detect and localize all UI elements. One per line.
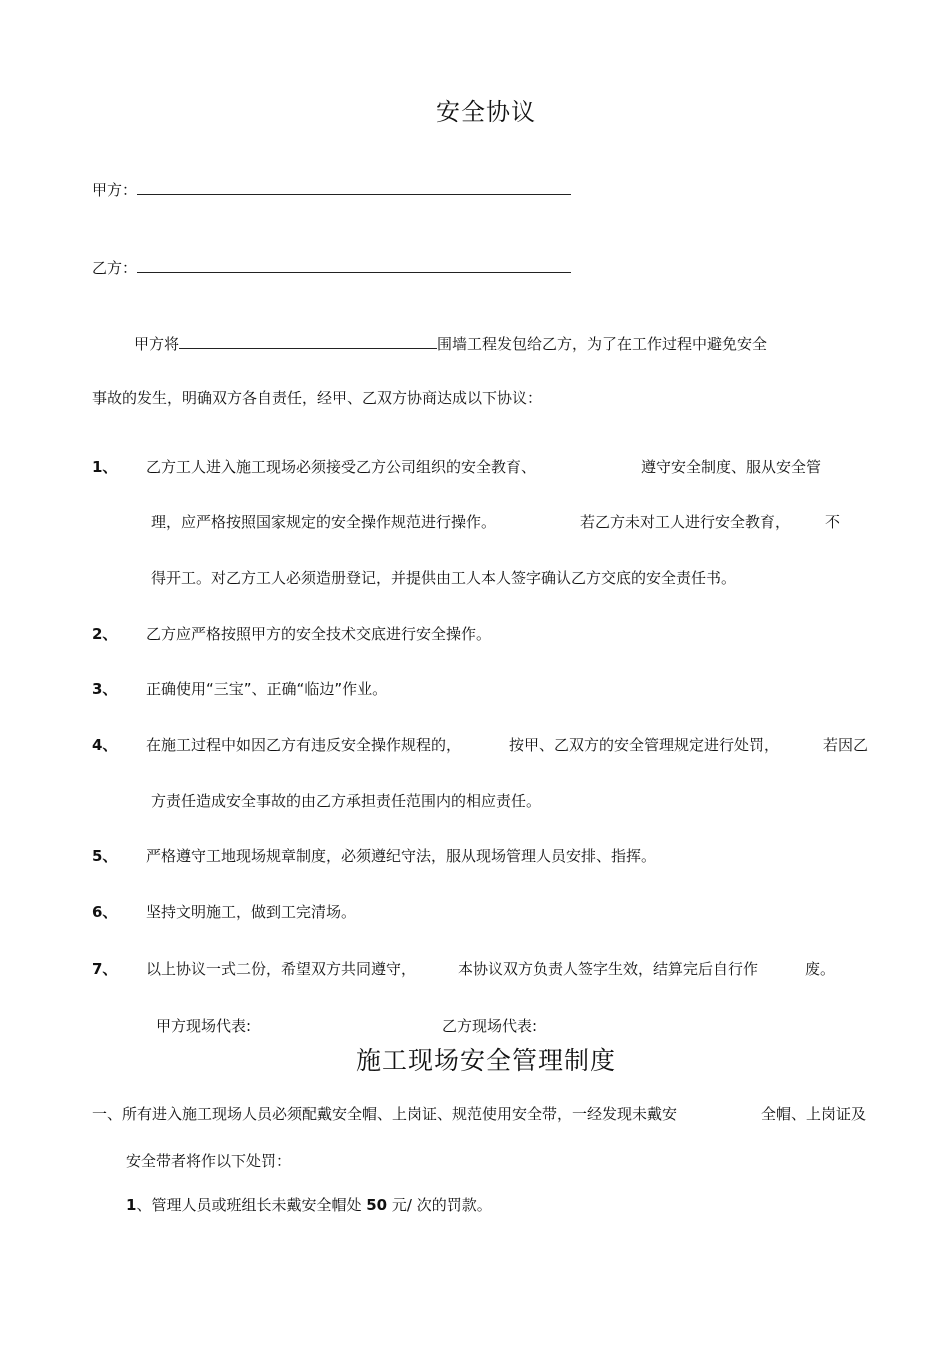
intro-line-1: [134, 332, 767, 354]
item-4-line-1c: 若因乙: [823, 736, 869, 754]
rules-title: 施工现场安全管理制度: [355, 1046, 616, 1075]
item-1-line-2b: 若乙方未对工人进行安全教育，: [580, 513, 791, 531]
item-6-text: 坚持文明施工，做到工完清场。: [146, 903, 357, 921]
item-5-text: 严格遵守工地现场规章制度，必须遵纪守法，服从现场管理人员安排、指挥。: [146, 847, 657, 865]
rules-section-1-line-1a: 一、所有进入施工现场人员必须配戴安全帽、上岗证、规范使用安全带，一经发现未戴安: [92, 1105, 678, 1123]
item-4-line-1b: 按甲、乙双方的安全管理规定进行处罚，: [509, 736, 780, 754]
item-1-line-2a: 理，应严格按照国家规定的安全操作规范进行操作。: [151, 513, 497, 531]
item-1-line-2c: 不: [825, 513, 841, 531]
item-1-line-1b: 遵守安全制度、服从安全管: [641, 458, 822, 476]
item-4-line-1a: 在施工过程中如因乙方有违反安全操作规程的，: [146, 736, 462, 754]
document-title: 安全协议: [436, 98, 536, 126]
item-7-text-b: 本协议双方负责人签字生效，结算完后自行作: [458, 960, 759, 978]
item-5-number: 5、: [92, 847, 118, 865]
item-7-number: 7、: [92, 960, 118, 978]
item-2-number: 2、: [92, 625, 118, 643]
rules-section-1-line-2: 安全带者将作以下处罚：: [126, 1152, 292, 1170]
item-7-text-c: 废。: [805, 960, 836, 978]
rules-section-1-sub-1: [126, 1195, 492, 1215]
item-1-line-3: 得开工。对乙方工人必须造册登记，并提供由工人本人签字确认乙方交底的安全责任书。: [151, 569, 737, 587]
party-a-blank: [137, 178, 571, 195]
party-a-line: [92, 178, 571, 200]
party-b-blank: [137, 256, 571, 273]
item-2-text: 乙方应严格按照甲方的安全技术交底进行安全操作。: [146, 625, 492, 643]
item-3-text: 正确使用“三宝”、正确“临边”作业。: [146, 680, 388, 698]
item-3-number: 3、: [92, 680, 118, 698]
rules-section-1-line-1b: 全帽、上岗证及: [761, 1105, 867, 1123]
project-blank: [179, 332, 437, 349]
item-6-number: 6、: [92, 903, 118, 921]
intro-line-2: 事故的发生，明确双方各自责任，经甲、乙双方协商达成以下协议：: [92, 389, 543, 407]
item-4-number: 4、: [92, 736, 118, 754]
sub-1-text-b: 元/ 次的罚款。: [391, 1196, 492, 1214]
party-b-label: 乙方：: [92, 259, 138, 277]
sub-1-text-a: 、管理人员或班组长未戴安全帽处: [136, 1196, 362, 1214]
intro-part-2: 围墙工程发包给乙方，为了在工作过程中避免安全: [437, 335, 768, 353]
party-b-line: [92, 256, 571, 278]
party-a-label: 甲方：: [92, 181, 138, 199]
item-7-text-a: 以上协议一式二份，希望双方共同遵守，: [146, 960, 417, 978]
intro-part-1: 甲方将: [134, 335, 180, 353]
item-1-number: 1、: [92, 458, 118, 476]
item-4-line-2: 方责任造成安全事故的由乙方承担责任范围内的相应责任。: [151, 792, 542, 810]
item-1-line-1a: 乙方工人进入施工现场必须接受乙方公司组织的安全教育、: [146, 458, 537, 476]
sub-1-number: 1: [126, 1196, 137, 1214]
sub-1-amount: 50: [366, 1196, 388, 1214]
party-b-representative: 乙方现场代表:: [442, 1017, 538, 1035]
party-a-representative: 甲方现场代表:: [156, 1017, 252, 1035]
